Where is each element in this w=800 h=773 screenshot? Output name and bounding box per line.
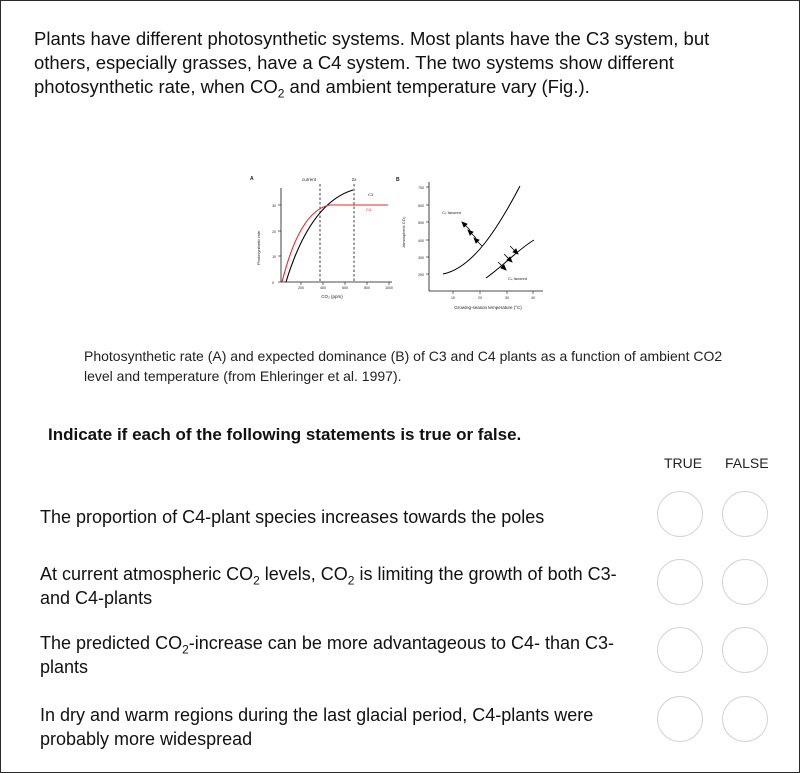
c4-curve (282, 205, 388, 282)
statement-2-true-radio[interactable] (657, 559, 703, 605)
statement-2: At current atmospheric $CO_2$ levels, $CO_2$ is limiting the growth of both C3- and C4-plants (40, 564, 617, 608)
b-x-tick-30: 30 (505, 296, 509, 300)
y-tick-10: 10 (272, 255, 276, 259)
statement-4-false-radio[interactable] (722, 696, 768, 742)
figure-caption: Photosynthetic rate (A) and expected dominance (B) of C3 and C4 plants as a function of ambient CO2 level and temperature (from Ehleringer et al. 1997). (84, 348, 723, 384)
b-x-tick-40: 40 (531, 296, 535, 300)
x-tick-1000: 1000 (385, 286, 393, 290)
b-x-tick-10: 10 (451, 296, 455, 300)
figure-image (248, 168, 558, 318)
y-tick-0: 0 (272, 281, 274, 285)
statement-2-false-radio[interactable] (722, 559, 768, 605)
panel-a-xlabel: CO₂ (ppm) (321, 294, 343, 299)
panel-b-ylabel: Atmospheric CO₂ (401, 216, 406, 248)
panel-a (250, 176, 393, 299)
statement-3-true-radio[interactable] (657, 627, 703, 673)
statement-3-false-radio[interactable] (722, 627, 768, 673)
b-y-tick-400: 400 (418, 239, 424, 243)
b-y-tick-600: 600 (418, 204, 424, 208)
y-tick-30: 30 (272, 204, 276, 208)
c4-favored-label: C₄ favored (508, 276, 527, 281)
c3-curve (286, 190, 353, 282)
panel-b-xlabel: Growing-season temperature (°C) (454, 305, 522, 310)
x-tick-800: 800 (364, 286, 370, 290)
b-y-tick-200: 200 (418, 273, 424, 277)
b-y-tick-300: 300 (418, 256, 424, 260)
shift-arrows (462, 222, 518, 270)
false-column-header: FALSE (725, 455, 769, 471)
y-tick-20: 20 (272, 230, 276, 234)
marker-current-label: current (301, 177, 317, 182)
marker-2x-label: 2x (351, 177, 357, 182)
x-tick-200: 200 (298, 286, 304, 290)
intro-text: Plants have different photosynthetic systems. Most plants have the C3 system, but others, especially grasses, have a C4 system. The two systems show different photosynthetic rate, when $CO_2$ and ambient temperature vary (Fig.). (34, 28, 710, 101)
c3-label: C3 (368, 192, 374, 197)
statement-4: In dry and warm regions during the last glacial period, C4-plants were probably more widespread (40, 705, 594, 749)
x-tick-400: 400 (320, 286, 326, 290)
statement-1: The proportion of C4-plant species increases towards the poles (40, 507, 545, 527)
statement-1-false-radio[interactable] (722, 491, 768, 537)
b-y-tick-700: 700 (418, 186, 424, 190)
x-tick-600: 600 (342, 286, 348, 290)
b-x-tick-20: 20 (478, 296, 482, 300)
panel-b (396, 177, 543, 310)
statement-3: The predicted $CO_2$-increase can be more advantageous to C4- than C3-plants (40, 633, 615, 677)
statement-4-true-radio[interactable] (657, 696, 703, 742)
instruction-text: Indicate if each of the following statements is true or false. (48, 425, 522, 444)
panel-b-label: B (396, 177, 400, 183)
statement-1-true-radio[interactable] (657, 491, 703, 537)
c3-favored-label: C₃ favored (442, 210, 461, 215)
b-y-tick-500: 500 (418, 221, 424, 225)
c4-label: C4 (366, 207, 372, 212)
panel-a-label: A (250, 176, 254, 182)
panel-a-ylabel: Photosynthetic rate (256, 230, 261, 266)
true-column-header: TRUE (664, 455, 703, 471)
